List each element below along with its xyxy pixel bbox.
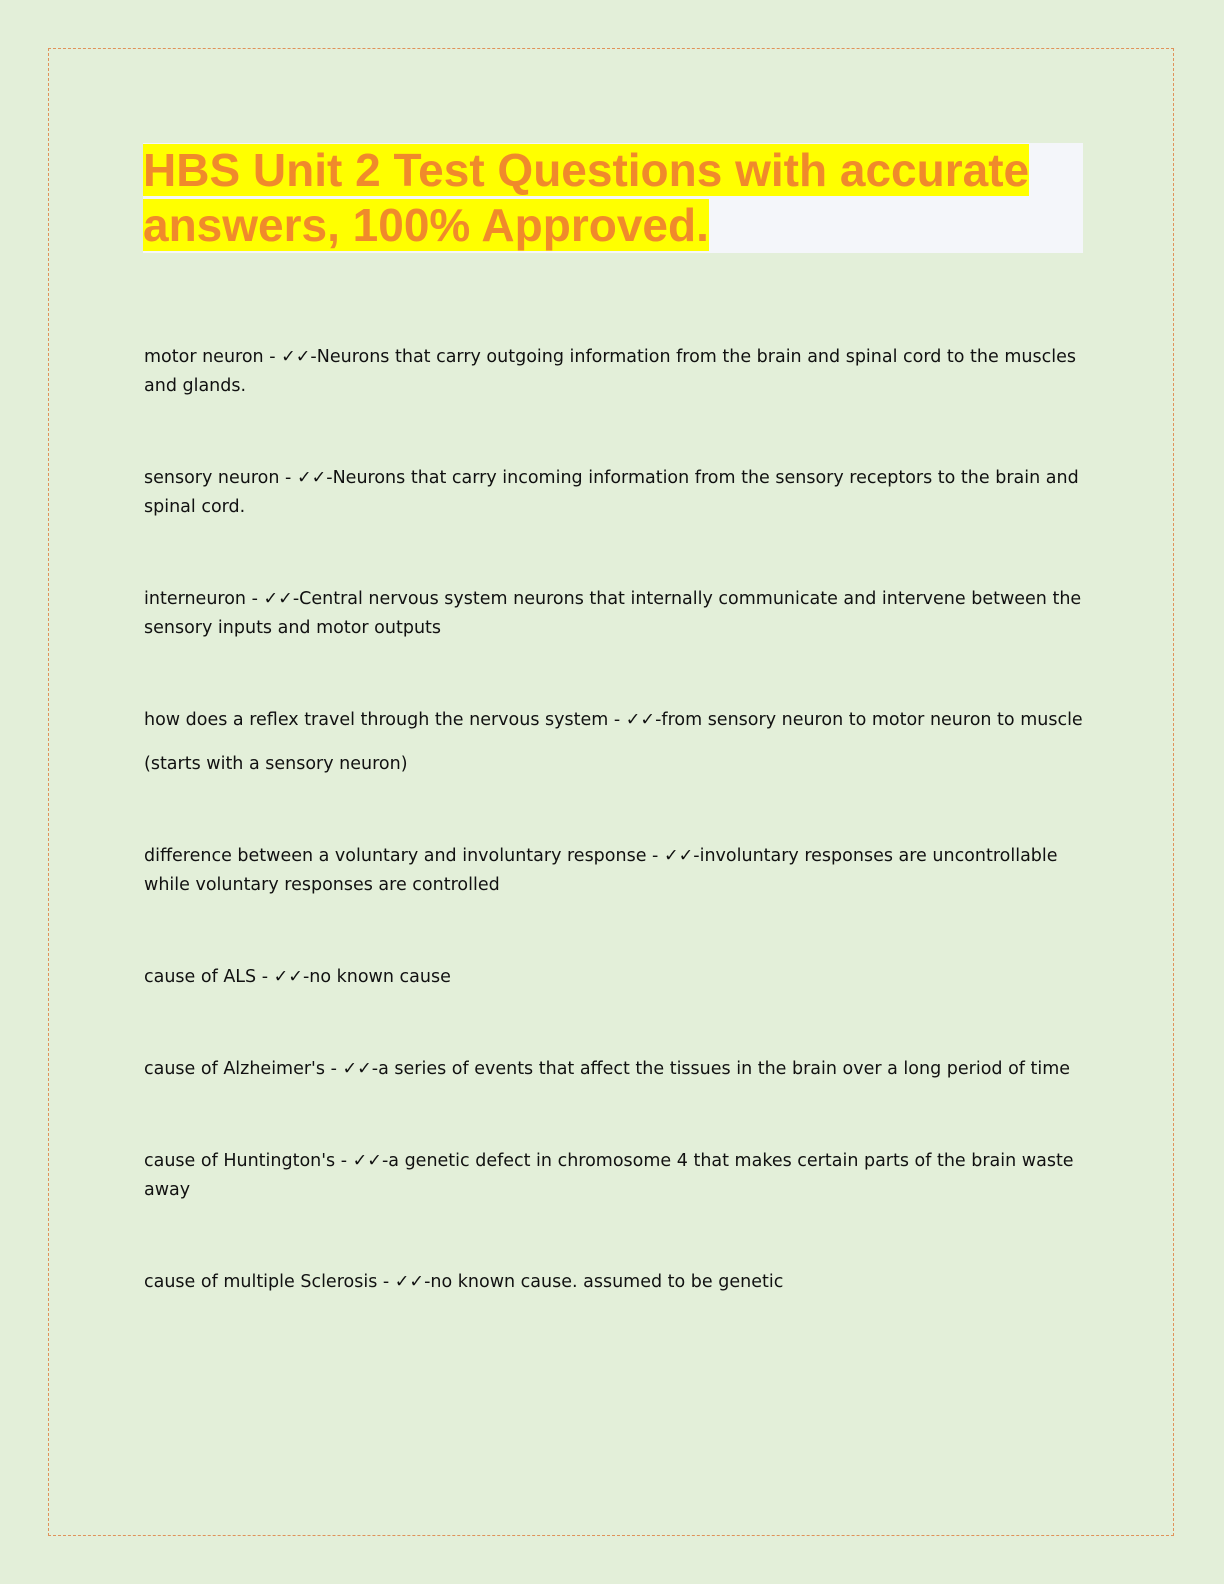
qa-item-sensory-neuron (144, 464, 1084, 522)
qa-list (144, 343, 1084, 1297)
qa-item-interneuron (144, 585, 1084, 643)
check-icon: ✓✓ (273, 967, 303, 987)
qa-term: difference between a voluntary and involuntary response (144, 846, 647, 866)
qa-separator: - (256, 967, 274, 987)
qa-item-als (144, 963, 1084, 992)
answer-prefix: - (292, 589, 300, 609)
answer-prefix: - (693, 846, 700, 866)
qa-separator: - (335, 1151, 353, 1171)
title-block (143, 143, 1083, 253)
qa-separator: - (279, 468, 297, 488)
qa-term: cause of Huntington's (144, 1151, 336, 1171)
check-icon: ✓✓ (281, 347, 311, 367)
qa-extra-note: (starts with a sensory neuron) (144, 754, 408, 774)
qa-separator: - (608, 710, 626, 730)
answer-prefix: - (371, 1059, 379, 1079)
qa-item-alzheimers (144, 1055, 1084, 1084)
qa-item-multiple-sclerosis (144, 1268, 1084, 1297)
answer-prefix: - (424, 1272, 431, 1292)
check-icon: ✓✓ (394, 1272, 425, 1292)
check-icon: ✓✓ (663, 846, 694, 866)
qa-answer: no known cause. assumed to be genetic (430, 1272, 784, 1292)
title-highlight: HBS Unit 2 Test Questions with accurate answers, 100% Approved. (143, 144, 1030, 251)
qa-term: cause of ALS (144, 967, 257, 987)
answer-prefix: - (326, 468, 333, 488)
qa-term: cause of multiple Sclerosis (144, 1272, 378, 1292)
check-icon: ✓✓ (263, 589, 293, 609)
qa-term: cause of Alzheimer's (144, 1059, 325, 1079)
qa-answer: Neurons that carry outgoing information from the brain and spinal cord to the muscles and glands. (144, 347, 1076, 396)
answer-prefix: - (381, 1151, 389, 1171)
qa-answer: Neurons that carry incoming information from the sensory receptors to the brain and spinal cord. (144, 468, 1079, 517)
qa-answer: a genetic defect in chromosome 4 that makes certain parts of the brain waste away (144, 1151, 1074, 1200)
check-icon: ✓✓ (296, 468, 327, 488)
qa-separator: - (246, 589, 264, 609)
qa-separator: - (263, 347, 282, 367)
qa-answer: Central nervous system neurons that internally communicate and intervene between the sensory inputs and motor outputs (144, 589, 1082, 638)
qa-item-reflex (144, 706, 1084, 735)
answer-prefix: - (302, 967, 310, 987)
qa-answer: from sensory neuron to motor neuron to muscle (661, 710, 1083, 730)
qa-separator: - (377, 1272, 395, 1292)
check-icon: ✓✓ (625, 710, 656, 730)
check-icon: ✓✓ (352, 1151, 382, 1171)
qa-item-huntingtons (144, 1147, 1084, 1205)
qa-item-motor-neuron (144, 343, 1084, 401)
qa-item-voluntary-involuntary (144, 842, 1084, 900)
qa-term: how does a reflex travel through the nervous system (144, 710, 609, 730)
answer-prefix: - (655, 710, 662, 730)
qa-term: motor neuron (144, 347, 264, 367)
answer-prefix: - (310, 347, 317, 367)
qa-separator: - (646, 846, 664, 866)
qa-term: sensory neuron (144, 468, 280, 488)
qa-term: interneuron (144, 589, 247, 609)
qa-answer: no known cause (309, 967, 451, 987)
document-title (143, 143, 1083, 253)
qa-answer: a series of events that affect the tissues in the brain over a long period of time (378, 1059, 1071, 1079)
qa-separator: - (325, 1059, 343, 1079)
check-icon: ✓✓ (342, 1059, 372, 1079)
qa-answer: involuntary responses are uncontrollable while voluntary responses are controlled (144, 846, 1058, 895)
